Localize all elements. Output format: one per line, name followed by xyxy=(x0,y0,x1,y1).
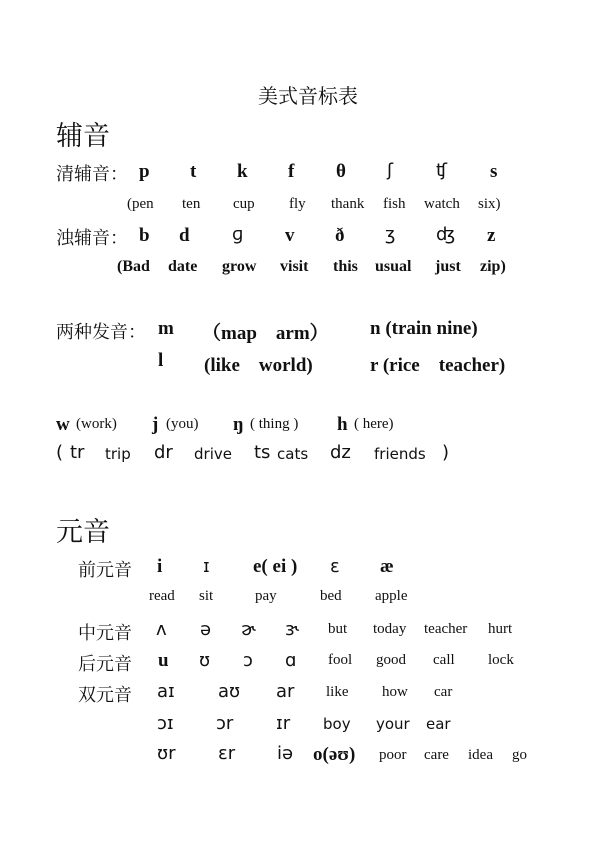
cluster-dz-example: friends xyxy=(374,445,426,463)
central-vowel-label: 中元音 xyxy=(78,623,132,644)
diphthong-example: your xyxy=(376,715,410,733)
voiced-symbol: b xyxy=(139,225,150,246)
voiced-example: this xyxy=(333,258,358,275)
diphthong-example: poor xyxy=(379,747,407,763)
voiced-symbol: z xyxy=(487,225,496,246)
voiceless-example: six) xyxy=(478,196,501,212)
cluster-close-paren: ) xyxy=(442,442,450,463)
voiced-example: visit xyxy=(280,258,309,275)
voiceless-example: cup xyxy=(233,196,255,212)
central-vowel-symbol: ʌ xyxy=(156,619,167,640)
dual-symbol-l: l xyxy=(158,350,164,371)
diphthong-example: ear xyxy=(426,715,451,733)
diphthong-symbol: ɔr xyxy=(216,713,234,734)
diphthong-example: boy xyxy=(323,715,351,733)
voiced-example: usual xyxy=(375,258,412,275)
diphthong-example: like xyxy=(326,684,349,700)
voiceless-symbol: t xyxy=(190,161,197,182)
central-vowel-example: hurt xyxy=(488,621,513,637)
voiceless-example: ten xyxy=(182,196,201,212)
semi-symbol-j: j xyxy=(152,414,159,435)
semi-example-j: (you) xyxy=(166,416,199,432)
cluster-ts-example: cats xyxy=(277,445,309,463)
back-vowel-label: 后元音 xyxy=(78,654,132,675)
diphthong-symbol: ar xyxy=(276,681,295,702)
diphthong-example: care xyxy=(424,747,449,763)
voiced-example: grow xyxy=(222,258,257,275)
voiceless-example: thank xyxy=(331,196,365,212)
back-vowel-symbol: ʊ xyxy=(199,650,211,671)
diphthong-symbol: o(əʊ) xyxy=(313,744,356,765)
voiced-example: date xyxy=(168,258,198,275)
voiced-symbol: v xyxy=(285,225,295,246)
voiced-symbol: ð xyxy=(335,225,345,246)
voiceless-symbol: ʧ xyxy=(436,160,447,181)
front-vowel-label: 前元音 xyxy=(78,560,132,581)
central-vowel-example: but xyxy=(328,621,348,637)
front-vowel-example: bed xyxy=(320,588,342,604)
front-vowel-symbol: ɛ xyxy=(330,556,340,577)
central-vowel-symbol: ə xyxy=(200,619,212,640)
cluster-ts: ts xyxy=(254,442,271,463)
dual-example-m: （map arm） xyxy=(202,323,329,344)
diphthong-symbol: ɔɪ xyxy=(157,713,174,734)
voiceless-example: (pen xyxy=(127,196,154,212)
back-vowel-example: fool xyxy=(328,652,353,668)
front-vowel-symbol: e( ei ) xyxy=(253,556,298,577)
cluster-tr: tr xyxy=(70,442,85,463)
back-vowel-example: call xyxy=(433,652,455,668)
central-vowel-symbol: ɝ xyxy=(285,619,299,640)
back-vowel-example: lock xyxy=(488,652,514,668)
back-vowel-symbol: ɑ xyxy=(285,650,297,671)
diphthong-example: go xyxy=(512,747,527,763)
diphthong-symbol: ʊr xyxy=(157,743,176,764)
front-vowel-symbol: æ xyxy=(380,556,394,577)
diphthong-symbol: aʊ xyxy=(218,681,241,702)
front-vowel-example: pay xyxy=(255,588,277,604)
cluster-dr: dr xyxy=(154,442,173,463)
central-vowel-example: today xyxy=(373,621,407,637)
back-vowel-symbol: u xyxy=(158,650,169,671)
back-vowel-symbol: ɔ xyxy=(243,650,253,671)
front-vowel-example: read xyxy=(149,588,175,604)
page-title: 美式音标表 xyxy=(258,84,358,108)
voiced-label: 浊辅音： xyxy=(56,228,128,249)
voiceless-symbol: s xyxy=(490,161,498,182)
voiced-example: (Bad xyxy=(117,258,150,275)
semi-symbol-w: w xyxy=(56,414,70,435)
dual-example-l: (like world) xyxy=(204,355,313,376)
front-vowel-example: apple xyxy=(375,588,408,604)
cluster-tr-example: trip xyxy=(105,445,131,463)
semi-example-ng: ( thing ) xyxy=(250,416,299,432)
diphthong-example: car xyxy=(434,684,453,700)
diphthong-symbol: aɪ xyxy=(157,681,175,702)
voiced-symbol: ʤ xyxy=(436,224,456,245)
dual-symbol-r: r (rice teacher) xyxy=(370,355,506,376)
voiceless-symbol: p xyxy=(139,161,150,182)
voiced-symbol: ɡ xyxy=(232,224,244,245)
semi-example-h: ( here) xyxy=(354,416,394,432)
diphthong-symbol: iə xyxy=(277,743,294,764)
diphthong-symbol: ɛr xyxy=(218,743,236,764)
back-vowel-example: good xyxy=(376,652,406,668)
dual-symbol-n: n (train nine) xyxy=(370,318,478,339)
dual-label: 两种发音： xyxy=(56,322,146,343)
vowels-heading: 元音 xyxy=(56,517,110,548)
voiceless-symbol: k xyxy=(237,161,248,182)
voiceless-example: fly xyxy=(289,196,306,212)
voiceless-example: watch xyxy=(424,196,460,212)
cluster-open-paren: ( xyxy=(56,442,64,463)
voiceless-symbol: θ xyxy=(336,161,346,182)
semi-example-w: (work) xyxy=(76,416,117,432)
front-vowel-symbol: i xyxy=(157,556,163,577)
diphthong-example: how xyxy=(382,684,408,700)
semi-symbol-h: h xyxy=(337,414,348,435)
voiceless-symbol: ʃ xyxy=(387,160,394,181)
dual-symbol-m: m xyxy=(158,318,174,339)
cluster-dz: dz xyxy=(330,442,351,463)
voiceless-label: 清辅音： xyxy=(56,164,128,185)
voiced-symbol: ʒ xyxy=(385,224,396,245)
central-vowel-example: teacher xyxy=(424,621,468,637)
diphthong-label: 双元音 xyxy=(78,685,132,706)
voiced-example: zip) xyxy=(480,258,506,275)
diphthong-example: idea xyxy=(468,747,493,763)
consonants-heading: 辅音 xyxy=(56,121,110,152)
diphthong-symbol: ɪr xyxy=(276,713,291,734)
voiceless-symbol: f xyxy=(288,161,295,182)
front-vowel-symbol: ɪ xyxy=(203,556,210,577)
front-vowel-example: sit xyxy=(199,588,214,604)
voiceless-example: fish xyxy=(383,196,406,212)
cluster-dr-example: drive xyxy=(194,445,232,463)
voiced-symbol: d xyxy=(179,225,190,246)
semi-symbol-ng: ŋ xyxy=(233,414,244,435)
central-vowel-symbol: ɚ xyxy=(241,619,256,640)
voiced-example: just xyxy=(435,258,461,275)
